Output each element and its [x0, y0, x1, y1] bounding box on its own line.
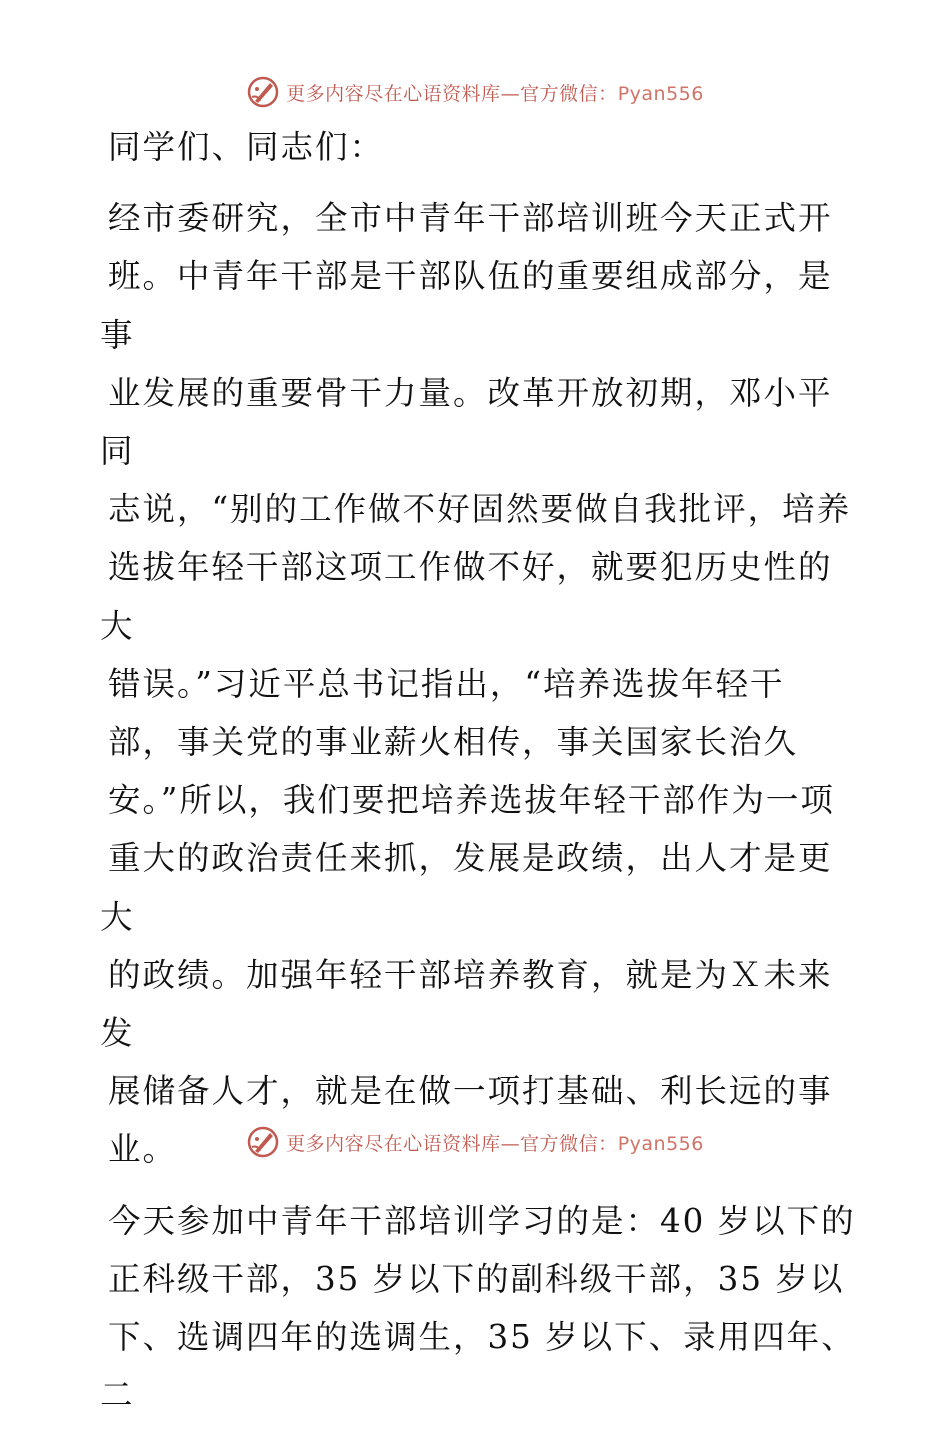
text-line: 展储备人才，就是在做一项打基础、利长远的事	[108, 1072, 833, 1111]
watermark-text	[286, 79, 704, 106]
text-line: 选拔年轻干部这项工作做不好，就要犯历史性的大	[100, 548, 833, 645]
quill-pen-seal-icon	[246, 1125, 280, 1159]
text-line: 班。中青年干部是干部队伍的重要组成部分，是事	[100, 257, 833, 354]
greeting: 同学们、同志们：	[108, 128, 385, 166]
text-line: 今天参加中青年干部培训学习的是：40 岁以下的	[108, 1201, 856, 1240]
text-line: 的政绩。加强年轻干部培养教育，就是为Ｘ未来发	[100, 955, 833, 1053]
watermark-main-text: 更多内容尽在心语资料库	[286, 1132, 501, 1155]
text-line: 正科级干部，35 岁以下的副科级干部，35 岁以	[108, 1259, 845, 1298]
paragraph-2	[100, 1192, 860, 1425]
watermark-wechat-label: 官方微信：	[520, 1132, 618, 1155]
text-line: 安。”所以，我们要把培养选拔年轻干部作为一项	[108, 781, 835, 820]
text-line: 业发展的重要骨干力量。改革开放初期，邓小平同	[100, 373, 833, 471]
watermark-separator: —	[500, 82, 521, 105]
text-line: 重大的政治责任来抓，发展是政绩，出人才是更大	[100, 839, 833, 936]
watermark-wechat-label: 官方微信：	[520, 82, 618, 105]
text-line: 业。	[108, 1130, 178, 1169]
watermark-separator: —	[500, 1132, 521, 1155]
text-line: 经市委研究，全市中青年干部培训班今天正式开	[108, 199, 833, 238]
text-line: 志说，“别的工作做不好固然要做自我批评，培养	[108, 490, 852, 529]
paragraph-1	[100, 189, 860, 1178]
watermark-wechat-id: Pyan556	[617, 1132, 704, 1155]
header-watermark	[0, 72, 950, 112]
document-body	[100, 118, 860, 1437]
watermark-main-text: 更多内容尽在心语资料库	[286, 82, 501, 105]
watermark-text	[286, 1129, 704, 1156]
footer-watermark	[0, 1122, 950, 1162]
watermark-wechat-id: Pyan556	[617, 82, 704, 105]
quill-pen-seal-icon	[246, 75, 280, 109]
text-line: 下、选调四年的选调生，35 岁以下、录用四年、二	[100, 1318, 856, 1415]
text-line: 错误。”习近平总书记指出，“培养选拔年轻干	[108, 664, 785, 703]
text-line: 部，事关党的事业薪火相传，事关国家长治久	[108, 723, 799, 762]
